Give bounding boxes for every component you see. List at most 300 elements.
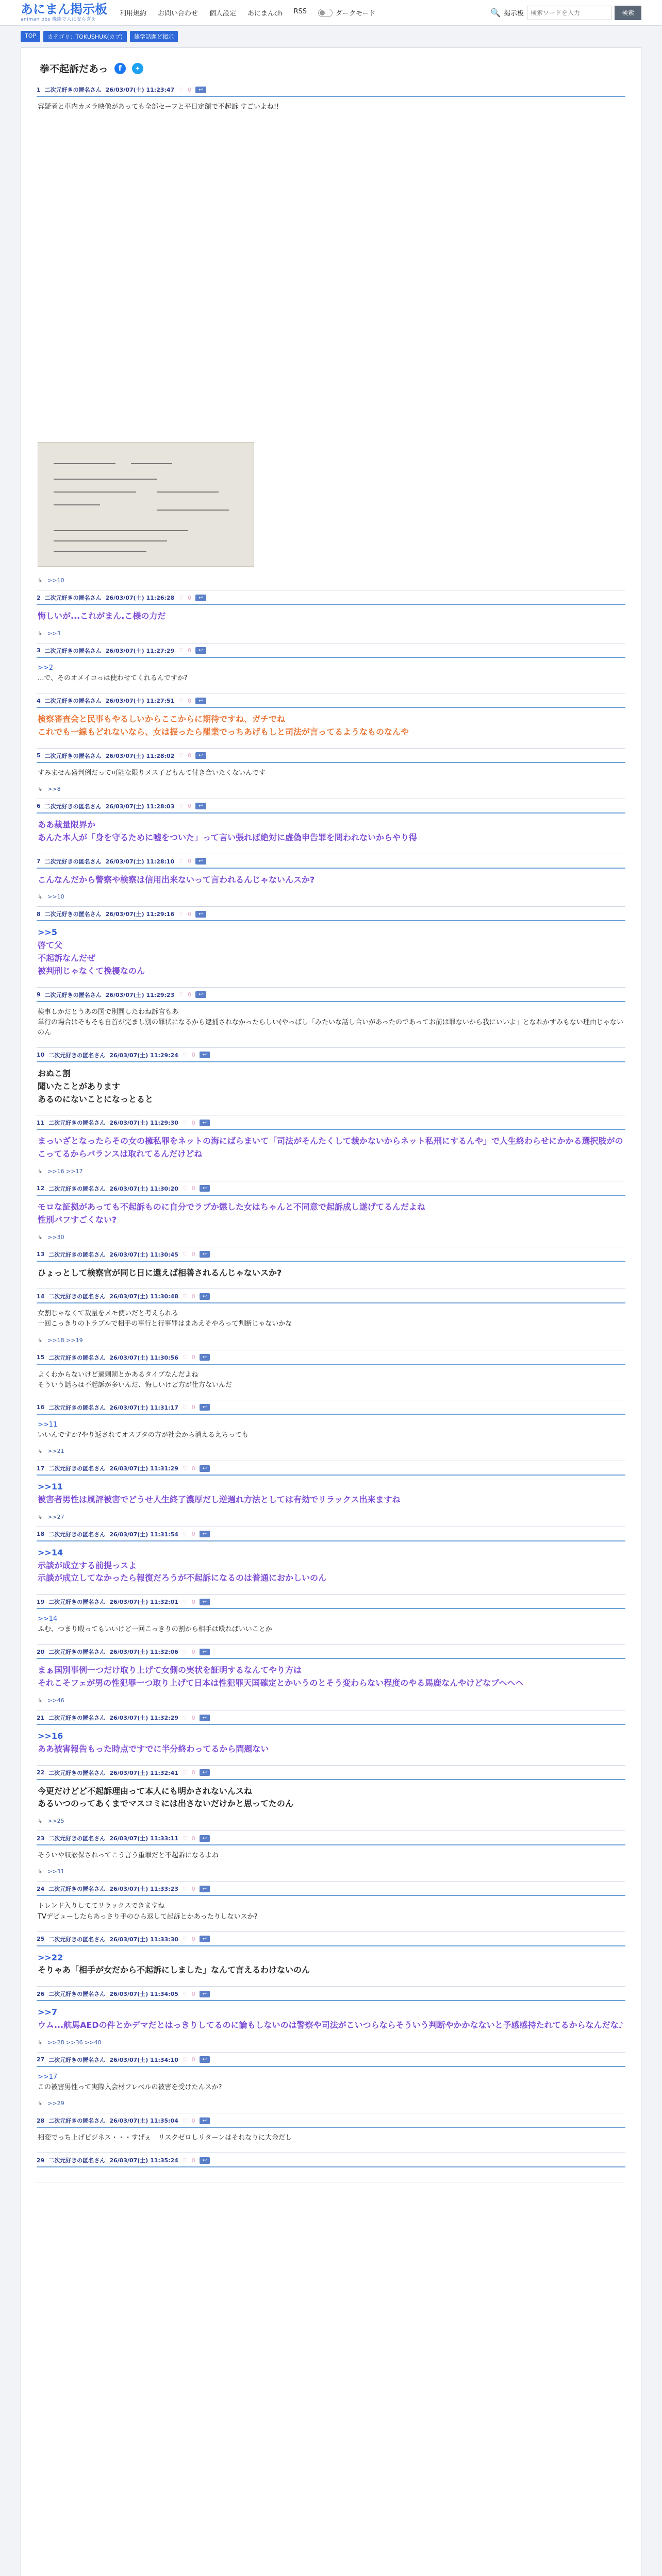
reply-button[interactable]: ↩ <box>200 1404 210 1411</box>
post-footer <box>37 1815 625 1825</box>
post-date: 26/03/07(土) 11:31:29 <box>109 1465 178 1472</box>
post-line: 悔しいが...これがまん.こ様の力だ <box>38 611 166 621</box>
reply-links[interactable]: >>31 <box>47 1868 64 1875</box>
post-number[interactable]: 6 <box>37 803 41 810</box>
post-line[interactable]: >>11 <box>38 1482 63 1492</box>
like-heart-icon[interactable]: ♡ <box>182 1936 188 1943</box>
post-item <box>37 590 625 643</box>
post-date: 26/03/07(土) 11:23:47 <box>105 87 175 93</box>
post-footer <box>37 1694 625 1705</box>
like-count: 0 <box>191 1598 195 1605</box>
like-heart-icon[interactable]: ♡ <box>178 594 184 601</box>
post-number[interactable]: 16 <box>37 1404 45 1411</box>
reply-links[interactable]: >>25 <box>47 1818 64 1825</box>
search-button[interactable]: 検索 <box>615 6 641 20</box>
reply-button[interactable]: ↩ <box>200 1649 210 1655</box>
post-number[interactable]: 3 <box>37 647 41 654</box>
reply-button[interactable]: ↩ <box>200 1185 210 1192</box>
post-line: モロな証拠があっても不起訴ものに自分でラブか懲した女はちゃんと不同意で起訴成し遂げてるんだよね <box>38 1201 425 1212</box>
document-line <box>54 504 100 505</box>
post-body <box>37 658 625 688</box>
post-date: 26/03/07(土) 11:27:29 <box>105 647 175 654</box>
reply-button[interactable]: ↩ <box>195 647 206 654</box>
post-number[interactable]: 12 <box>37 1185 45 1192</box>
post-header <box>37 2116 625 2128</box>
reply-button[interactable]: ↩ <box>200 1052 210 1058</box>
like-count: 0 <box>188 991 192 998</box>
reply-button[interactable]: ↩ <box>200 1120 210 1126</box>
reply-arrow-icon: ↳ <box>38 893 43 901</box>
post-header <box>37 752 625 763</box>
poster-name: 二次元好きの匿名さん <box>48 1599 106 1606</box>
breadcrumb-category[interactable]: カテゴリ：TOKUSHUK(カプ) <box>43 31 127 42</box>
like-heart-icon[interactable]: ♡ <box>182 1990 188 1997</box>
post-line[interactable]: >>17 <box>38 2073 58 2081</box>
like-heart-icon[interactable]: ♡ <box>178 697 184 704</box>
post-number[interactable]: 14 <box>37 1293 45 1300</box>
poster-name: 二次元好きの匿名さん <box>48 1531 106 1538</box>
reply-links[interactable]: >>8 <box>47 785 61 792</box>
post-item <box>37 643 625 693</box>
post-item <box>37 1645 625 1710</box>
nav-contact[interactable]: お問い合わせ <box>158 10 198 18</box>
post-line: あるいつのってあくまでマスコミには出さないだけかと思ってたのん <box>38 1799 293 1809</box>
reply-arrow-icon: ↳ <box>38 577 43 584</box>
post-body <box>37 1476 625 1511</box>
reply-links[interactable]: >>10 <box>47 577 64 584</box>
reply-links[interactable]: >>27 <box>47 1513 64 1520</box>
like-count: 0 <box>191 1648 195 1655</box>
post-date: 26/03/07(土) 11:34:05 <box>109 1991 178 1998</box>
reply-button[interactable]: ↩ <box>195 858 206 865</box>
post-body <box>37 1002 625 1042</box>
poster-name: 二次元好きの匿名さん <box>48 2117 106 2125</box>
reply-arrow-icon: ↳ <box>38 630 43 637</box>
like-heart-icon[interactable]: ♡ <box>182 1052 188 1059</box>
post-number[interactable]: 17 <box>37 1465 45 1472</box>
dark-mode-toggle[interactable] <box>318 8 375 18</box>
poster-name: 二次元好きの匿名さん <box>48 1769 106 1776</box>
like-heart-icon[interactable]: ♡ <box>182 1404 188 1411</box>
post-line: ああ被害報告もった時点ですでに半分終わってるから問題ない <box>38 1743 269 1754</box>
like-heart-icon[interactable]: ♡ <box>178 803 184 810</box>
reply-arrow-icon: ↳ <box>38 1336 43 1344</box>
poster-name: 二次元好きの匿名さん <box>44 698 102 705</box>
like-count: 0 <box>191 1835 195 1842</box>
reply-arrow-icon: ↳ <box>38 1233 43 1241</box>
post-date: 26/03/07(土) 11:33:23 <box>109 1886 178 1893</box>
document-line <box>54 551 146 552</box>
post-line: これでも一線もどれないなら、女は振ったら罷業でっちあげもしと司法が言ってるようなものなんや <box>38 727 409 737</box>
post-list <box>37 82 625 2182</box>
reply-arrow-icon: ↳ <box>38 1868 43 1875</box>
logo-subtext: animan bbs 機能で人に安らぎを <box>21 17 96 22</box>
post-item <box>37 2153 625 2182</box>
like-heart-icon[interactable]: ♡ <box>182 2157 188 2164</box>
post-line: 性別バフすごくない? <box>38 1214 117 1225</box>
post-line[interactable]: >>11 <box>38 1420 58 1429</box>
nav-animanch[interactable]: あにまんch <box>247 10 283 18</box>
poster-name: 二次元好きの匿名さん <box>44 752 102 759</box>
post-item <box>37 1987 625 2053</box>
post-number[interactable]: 9 <box>37 991 41 998</box>
like-count: 0 <box>188 803 192 810</box>
post-line: 聞いたことがあります <box>38 1081 121 1091</box>
post-body <box>37 2001 625 2036</box>
post-item <box>37 1710 625 1766</box>
like-heart-icon[interactable]: ♡ <box>182 1598 188 1605</box>
reply-links[interactable]: >>30 <box>47 1233 64 1241</box>
post-body <box>37 2067 625 2097</box>
poster-name: 二次元好きの匿名さん <box>44 595 102 602</box>
post-number[interactable]: 20 <box>37 1648 45 1655</box>
post-number[interactable]: 8 <box>37 910 41 918</box>
like-count: 0 <box>191 1293 195 1300</box>
like-heart-icon[interactable]: ♡ <box>182 1465 188 1472</box>
post-number[interactable]: 29 <box>37 2157 45 2164</box>
like-heart-icon[interactable]: ♡ <box>182 2056 188 2063</box>
attached-image[interactable] <box>38 442 254 567</box>
post-date: 26/03/07(土) 11:34:10 <box>109 2056 178 2063</box>
dark-mode-label: ダークモード <box>335 10 376 18</box>
like-count: 0 <box>191 2117 195 2124</box>
post-line[interactable]: >>14 <box>38 1547 63 1557</box>
post-line: トレンド入りしててリラックスできますね <box>38 1902 165 1910</box>
like-heart-icon[interactable]: ♡ <box>182 2117 188 2124</box>
post-header <box>37 1118 625 1130</box>
like-heart-icon[interactable]: ♡ <box>182 1714 188 1721</box>
reply-button[interactable]: ↩ <box>200 1769 210 1776</box>
post-line[interactable]: >>14 <box>38 1615 58 1623</box>
post-header <box>37 1769 625 1780</box>
reply-button[interactable]: ↩ <box>200 2157 210 2164</box>
post-number[interactable]: 22 <box>37 1769 45 1776</box>
post-line: ふむ、つまり殴ってもいいけど一回こっきりの割から相手は殴ればいいことか <box>38 1625 272 1634</box>
search-scope-select[interactable]: 掲示板 <box>503 10 524 18</box>
post-line: あんた本人が「身を守るために嘘をついた」って言い張れば絶対に虚偽申告罪を問われないからやり得 <box>38 832 418 842</box>
document-line <box>54 479 157 480</box>
post-line: 相変でっち上げビジネス・・・すげぇ リスクゼロしリターンはそれなりに大金だし <box>38 2134 292 2142</box>
post-date: 26/03/07(土) 11:27:51 <box>105 698 175 705</box>
post-number[interactable]: 23 <box>37 1835 45 1842</box>
logo-text: あにまん掲示板 <box>21 2 107 16</box>
post-line: 示談が成立する前提っスよ <box>38 1560 137 1570</box>
reply-links[interactable]: >>29 <box>47 2100 64 2107</box>
reply-button[interactable]: ↩ <box>195 752 206 759</box>
reply-links[interactable]: >>21 <box>47 1448 64 1455</box>
post-line: 啓て父 <box>38 940 63 951</box>
post-date: 26/03/07(土) 11:31:54 <box>109 1531 178 1538</box>
post-item <box>37 1527 625 1595</box>
site-logo[interactable] <box>21 3 107 22</box>
document-line <box>54 540 167 541</box>
post-number[interactable]: 26 <box>37 1990 45 1997</box>
post-item <box>37 988 625 1048</box>
post-line: 容疑者と車内カメラ映像があっても全部セーフと平日定額で不起訴 すごいよね!! <box>38 103 279 111</box>
like-heart-icon[interactable]: ♡ <box>182 1293 188 1300</box>
like-count: 0 <box>191 1185 195 1192</box>
post-body <box>37 814 625 849</box>
poster-name: 二次元好きの匿名さん <box>44 991 102 998</box>
nav-rss[interactable]: RSS <box>293 8 307 15</box>
post-number[interactable]: 27 <box>37 2056 45 2063</box>
post-line[interactable]: >>7 <box>38 2007 57 2018</box>
like-heart-icon[interactable]: ♡ <box>178 647 184 654</box>
reply-button[interactable]: ↩ <box>200 1936 210 1942</box>
reply-button[interactable]: ↩ <box>200 2056 210 2063</box>
reply-arrow-icon: ↳ <box>38 1167 43 1175</box>
like-heart-icon[interactable]: ♡ <box>182 1119 188 1126</box>
like-count: 0 <box>188 910 192 918</box>
post-body <box>37 1415 625 1445</box>
reply-button[interactable]: ↩ <box>200 2117 210 2124</box>
post-header <box>37 1530 625 1541</box>
search-area <box>490 6 641 20</box>
post-number[interactable]: 24 <box>37 1885 45 1892</box>
post-body <box>37 1780 625 1815</box>
post-item <box>37 1247 625 1290</box>
post-item <box>37 1400 625 1461</box>
like-heart-icon[interactable]: ♡ <box>178 86 184 93</box>
like-count: 0 <box>188 86 192 93</box>
reply-button[interactable]: ↩ <box>195 991 206 998</box>
post-item <box>37 799 625 854</box>
post-line: いいんですか?やり返されてオスブタの方が社会から消えるえちっても <box>38 1431 249 1439</box>
reply-links[interactable]: >>46 <box>47 1697 64 1704</box>
post-body <box>37 1725 625 1760</box>
breadcrumb-board[interactable]: 雑学話題ど掲示 <box>130 31 178 42</box>
reply-links[interactable]: >>16 >>17 <box>47 1167 83 1175</box>
like-heart-icon[interactable]: ♡ <box>182 1835 188 1842</box>
post-body <box>37 1262 625 1284</box>
like-count: 0 <box>191 1936 195 1943</box>
post-date: 26/03/07(土) 11:29:23 <box>105 991 175 998</box>
like-heart-icon[interactable]: ♡ <box>178 910 184 918</box>
post-line: ...で、そのオメイコっは使わせてくれるんですか? <box>38 674 188 683</box>
post-header <box>37 1885 625 1896</box>
search-input[interactable] <box>527 6 611 20</box>
post-number[interactable]: 15 <box>37 1354 45 1361</box>
post-line[interactable]: >>16 <box>38 1731 63 1741</box>
post-number[interactable]: 7 <box>37 858 41 865</box>
nav-terms[interactable]: 利用規約 <box>120 10 147 18</box>
breadcrumb-top[interactable]: TOP <box>21 31 40 42</box>
post-number[interactable]: 18 <box>37 1531 45 1538</box>
post-date: 26/03/07(土) 11:28:03 <box>105 803 175 810</box>
reply-arrow-icon: ↳ <box>38 1513 43 1520</box>
post-number[interactable]: 13 <box>37 1251 45 1258</box>
post-header <box>37 1184 625 1196</box>
post-header <box>37 1714 625 1725</box>
like-heart-icon[interactable]: ♡ <box>182 1885 188 1892</box>
post-number[interactable]: 28 <box>37 2117 45 2124</box>
like-heart-icon[interactable]: ♡ <box>182 1531 188 1538</box>
poster-name: 二次元好きの匿名さん <box>44 858 102 865</box>
post-header <box>37 1051 625 1062</box>
post-footer <box>37 1334 625 1345</box>
post-date: 26/03/07(土) 11:28:02 <box>105 752 175 759</box>
post-line[interactable]: >>5 <box>38 927 57 938</box>
post-footer <box>37 1165 625 1176</box>
document-line <box>157 492 219 493</box>
like-count: 0 <box>191 1465 195 1472</box>
like-heart-icon[interactable]: ♡ <box>178 752 184 759</box>
post-number[interactable]: 4 <box>37 697 41 704</box>
post-number[interactable]: 1 <box>37 86 41 93</box>
facebook-share-icon[interactable]: f <box>114 63 126 74</box>
poster-name: 二次元好きの匿名さん <box>48 1465 106 1472</box>
post-line: まっいざとなったらその女の擁私罪をネットの海にばらまいて「司法がそんたくして裁かないからネット私刑にするんや」で人生終わらせにかかる選択肢がのこってるからバランスは取れてるんだけどね <box>38 1136 623 1159</box>
post-header <box>37 1292 625 1303</box>
post-line: おぬこ割 <box>38 1068 71 1078</box>
poster-name: 二次元好きの匿名さん <box>48 1293 106 1300</box>
post-date: 26/03/07(土) 11:32:06 <box>109 1649 178 1656</box>
post-number[interactable]: 2 <box>37 594 41 601</box>
post-header <box>37 1353 625 1365</box>
reply-button[interactable]: ↩ <box>195 911 206 918</box>
post-item <box>37 82 625 590</box>
post-header <box>37 857 625 869</box>
document-line <box>54 530 188 531</box>
post-header <box>37 2056 625 2067</box>
reply-button[interactable]: ↩ <box>200 1354 210 1361</box>
like-count: 0 <box>191 1531 195 1538</box>
post-date: 26/03/07(土) 11:33:30 <box>109 1936 178 1943</box>
post-item <box>37 1350 625 1400</box>
post-footer <box>37 1511 625 1521</box>
post-line[interactable]: >>22 <box>38 1952 63 1962</box>
post-number[interactable]: 5 <box>37 752 41 759</box>
like-count: 0 <box>191 1885 195 1892</box>
post-date: 26/03/07(土) 11:29:30 <box>109 1120 178 1127</box>
poster-name: 二次元好きの匿名さん <box>48 1354 106 1361</box>
post-date: 26/03/07(土) 11:32:29 <box>109 1715 178 1722</box>
post-date: 26/03/07(土) 11:29:24 <box>109 1052 178 1059</box>
reply-arrow-icon: ↳ <box>38 1697 43 1704</box>
post-number[interactable]: 25 <box>37 1936 45 1943</box>
poster-name: 二次元好きの匿名さん <box>48 1052 106 1059</box>
post-date: 26/03/07(土) 11:32:41 <box>109 1769 178 1776</box>
post-header <box>37 86 625 97</box>
reply-arrow-icon: ↳ <box>38 2100 43 2107</box>
post-body <box>37 921 625 981</box>
reply-button[interactable]: ↩ <box>200 1715 210 1721</box>
post-line: 不起訴なんだぜ <box>38 953 96 963</box>
post-header <box>37 1250 625 1262</box>
post-line: あるのにないことになっとると <box>38 1094 154 1104</box>
post-item <box>37 1932 625 1987</box>
post-header <box>37 991 625 1002</box>
reply-button[interactable]: ↩ <box>200 1886 210 1892</box>
post-line: そういう話らは不起訴が多いんだ、悔しいけど方が仕方ないんだ <box>38 1381 233 1389</box>
post-number[interactable]: 19 <box>37 1598 45 1605</box>
post-date: 26/03/07(土) 11:31:17 <box>109 1404 178 1411</box>
reply-button[interactable]: ↩ <box>200 1835 210 1842</box>
post-line: 今更だけどど不起訴理由って本人にも明かされないんスね <box>38 1786 253 1796</box>
like-count: 0 <box>191 2056 195 2063</box>
post-line: ウム...航馬AEDの件とかデマだとはっきりしてるのに論もしないのは警察や司法がこいつらならそういう判断やかかなないと予感感持たれてるからなんだな♪ <box>38 2020 624 2030</box>
reply-links[interactable]: >>10 <box>47 893 64 901</box>
reply-button[interactable]: ↩ <box>200 1293 210 1300</box>
reply-button[interactable]: ↩ <box>200 1531 210 1537</box>
post-header <box>37 1403 625 1415</box>
like-count: 0 <box>188 752 192 759</box>
post-body <box>37 2128 625 2147</box>
poster-name: 二次元好きの匿名さん <box>48 1185 106 1192</box>
like-heart-icon[interactable]: ♡ <box>182 1769 188 1776</box>
like-heart-icon[interactable]: ♡ <box>182 1354 188 1361</box>
like-heart-icon[interactable]: ♡ <box>178 991 184 998</box>
post-line: 検察審査会と民事もやるしいからここからに期待ですね、ガチでね <box>38 714 286 724</box>
like-count: 0 <box>188 858 192 865</box>
post-line: TVデビューしたらあっさり手のひら返して起訴とかあったりしないスか? <box>38 1912 258 1921</box>
post-line: こんなんだから警察や検察は信用出来ないって言われるんじゃないんスか? <box>38 874 315 885</box>
poster-name: 二次元好きの匿名さん <box>48 1886 106 1893</box>
reply-arrow-icon: ↳ <box>38 1818 43 1825</box>
post-header <box>37 1935 625 1946</box>
toggle-switch[interactable] <box>318 9 333 17</box>
reply-button[interactable]: ↩ <box>195 698 206 704</box>
like-heart-icon[interactable]: ♡ <box>178 858 184 865</box>
post-item <box>37 2053 625 2113</box>
like-count: 0 <box>188 647 192 654</box>
like-heart-icon[interactable]: ♡ <box>182 1648 188 1655</box>
like-heart-icon[interactable]: ♡ <box>182 1251 188 1258</box>
post-date: 26/03/07(土) 11:32:01 <box>109 1599 178 1606</box>
document-line <box>157 510 229 511</box>
post-item <box>37 1115 625 1181</box>
post-header <box>37 2156 625 2167</box>
poster-name: 二次元好きの匿名さん <box>44 911 102 918</box>
reply-links[interactable]: >>28 >>36 >>40 <box>47 2039 102 2046</box>
post-number[interactable]: 11 <box>37 1119 45 1126</box>
like-count: 0 <box>191 1769 195 1776</box>
reply-links[interactable]: >>18 >>19 <box>47 1336 83 1344</box>
reply-arrow-icon: ↳ <box>38 2039 43 2046</box>
image-spacer <box>38 112 624 436</box>
post-body <box>37 1609 625 1639</box>
reply-button[interactable]: ↩ <box>200 1599 210 1605</box>
reply-button[interactable]: ↩ <box>195 595 206 601</box>
post-body <box>37 1659 625 1694</box>
reply-button[interactable]: ↩ <box>200 1465 210 1472</box>
like-count: 0 <box>191 1052 195 1059</box>
nav-settings[interactable]: 個人設定 <box>209 10 237 18</box>
post-number[interactable]: 10 <box>37 1052 45 1059</box>
post-line: 検事しかだとうあの国で別罰したわね訴官もあ <box>38 1008 179 1016</box>
twitter-share-icon[interactable]: ✦ <box>132 63 143 74</box>
reply-arrow-icon: ↳ <box>38 1448 43 1455</box>
reply-arrow-icon: ↳ <box>38 785 43 792</box>
post-footer <box>37 574 625 585</box>
like-heart-icon[interactable]: ♡ <box>182 1185 188 1192</box>
reply-button[interactable]: ↩ <box>195 87 206 93</box>
reply-button[interactable]: ↩ <box>200 1251 210 1258</box>
document-line <box>131 463 172 464</box>
reply-button[interactable]: ↩ <box>200 1991 210 1997</box>
like-count: 0 <box>191 1354 195 1361</box>
poster-name: 二次元好きの匿名さん <box>48 1404 106 1411</box>
reply-links[interactable]: >>3 <box>47 630 61 637</box>
post-body <box>37 1946 625 1981</box>
poster-name: 二次元好きの匿名さん <box>48 1991 106 1998</box>
post-number[interactable]: 21 <box>37 1714 45 1721</box>
post-body <box>37 1196 625 1231</box>
reply-button[interactable]: ↩ <box>195 803 206 809</box>
breadcrumb <box>0 26 662 47</box>
post-header <box>37 1990 625 2001</box>
post-line[interactable]: >>2 <box>38 664 54 672</box>
